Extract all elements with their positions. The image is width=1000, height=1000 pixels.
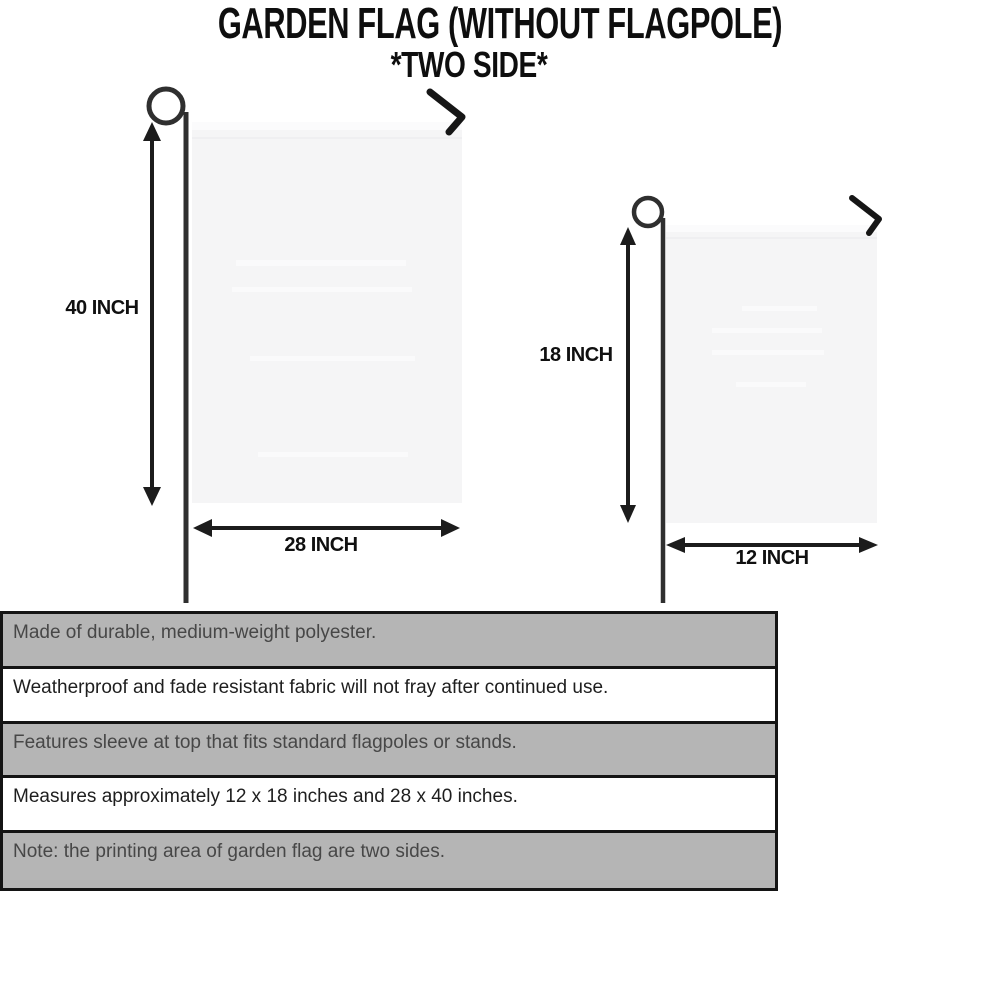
small-height-label: 18 INCH [539,344,613,366]
large-width-label: 28 INCH [284,534,358,556]
small-flag-group [620,198,879,603]
feature-table [0,611,778,891]
large-flagpole-loop [149,89,183,123]
small-flag-sleeve [666,225,877,232]
large-flag-group [143,89,462,603]
small-width-label: 12 INCH [735,547,809,569]
small-flagpole-loop [634,198,662,226]
large-flag-sleeve [192,122,462,130]
page-title-line2: *TWO SIDE* [390,44,548,85]
large-height-label: 40 INCH [65,297,139,319]
small-flag-fabric [666,225,877,523]
page-title-line1: GARDEN FLAG (WITHOUT FLAGPOLE) [217,0,783,48]
small-height-arrow [620,227,636,523]
feature-row: Weatherproof and fade resistant fabric will not fray after continued use. [3,669,775,724]
feature-row: Note: the printing area of garden flag are two sides. [3,833,775,888]
feature-row: Measures approximately 12 x 18 inches and 28 x 40 inches. [3,778,775,833]
feature-row: Features sleeve at top that fits standard flagpoles or stands. [3,724,775,779]
feature-row: Made of durable, medium-weight polyester. [3,614,775,669]
large-flag-fabric [192,122,462,503]
